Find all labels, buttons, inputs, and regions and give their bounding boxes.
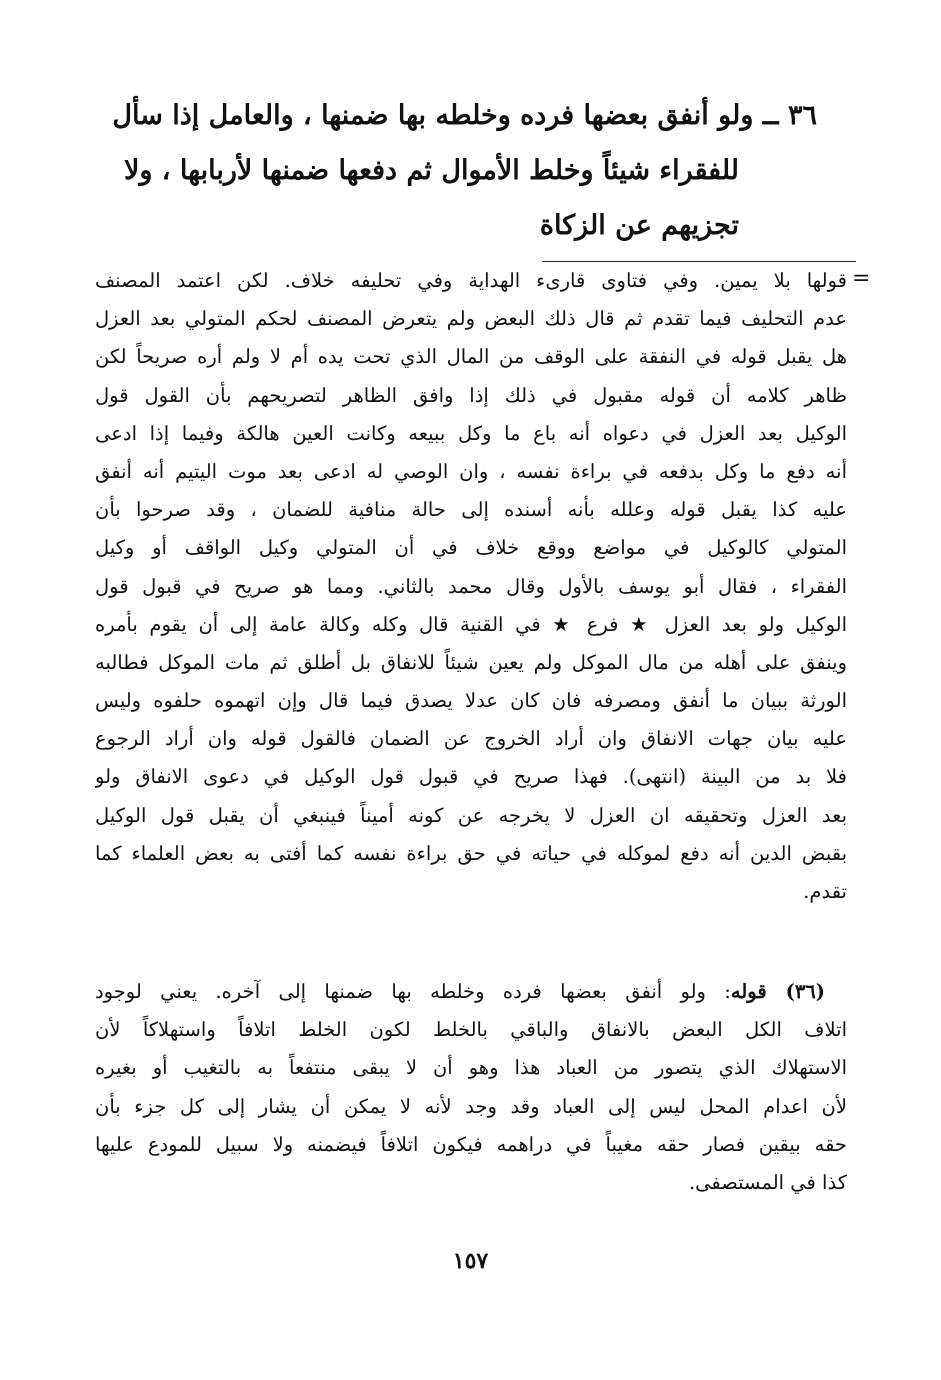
- commentary-36-first-rest: : ولو أنفق بعضها فرده وخلطه بها ضمنها إلى آخره. يعني لوجود: [95, 980, 731, 1003]
- commentary-line: عدم التحليف فيما تقدم ثم قال ذلك البعض ولم يتعرض المصنف لحكم المتولي بعد العزل: [95, 307, 847, 331]
- main-text-line-1: ٣٦ ــ ولو أنفق بعضها فرده وخلطه بها ضمنها ، والعامل إذا سأل: [112, 100, 817, 131]
- commentary-line: قولها بلا يمين. وفي فتاوى قارىء الهداية وفي تحليفه خلاف. لكن اعتمد المصنف: [95, 269, 847, 292]
- commentary-36-line: كذا في المستصفى.: [688, 1170, 847, 1194]
- continuation-mark: =: [852, 266, 871, 291]
- commentary-36-line: الاستهلاك الذي يتصور من العباد هذا وهو أن لا يبقى منتفعاً به بالتغيب أو بغيره: [95, 1056, 847, 1080]
- commentary-36-first-line: [95, 973, 847, 1011]
- main-text-line-2: للفقراء شيئاً وخلط الأموال ثم دفعها ضمنها لأربابها ، ولا: [123, 155, 739, 186]
- commentary-36-line: لأن اعدام المحل ليس إلى العباد وقد وجد لأنه لا يمكن أن يشار إلى كل جزء بأن: [95, 1094, 847, 1118]
- page-number: ١٥٧: [452, 1248, 489, 1274]
- commentary-line: عليه بيان جهات الانفاق وان أراد الخروج عن الضمان فالقول قوله وان أراد الرجوع: [95, 727, 847, 751]
- commentary-block: [95, 262, 847, 911]
- commentary-line: فلا بد من البينة (انتهى). فهذا صريح في قبول قول الوكيل في دعوى الانفاق ولو: [95, 765, 847, 789]
- commentary-line: تقدم.: [803, 880, 847, 903]
- commentary-line: الوكيل ولو بعد العزل ★ فرع ★ في القنية قال وكله وكالة عامة إلى أن يقوم بأمره: [95, 612, 847, 636]
- commentary-36-lead: (٣٦) قوله: [730, 980, 825, 1003]
- commentary-line: هل يقبل قوله في النفقة على الوقف من المال الذي تحت يده أم لا ولم أره صريحاً لكن: [95, 345, 847, 369]
- commentary-line: الفقراء ، فقال أبو يوسف بالأول وقال محمد بالثاني. ومما هو صريح في قبول قول: [95, 574, 847, 598]
- commentary-line: عليه كذا يقبل قوله وعلله بأنه أسنده إلى حالة منافية للضمان ، وقد صرحوا بأن: [95, 498, 847, 522]
- commentary-line: وينفق على أهله من مال الموكل ولم يعين شيئاً للانفاق بل أطلق ثم مات الموكل فطالبه: [95, 650, 847, 674]
- main-text-line-3: تجزيهم عن الزكاة: [539, 210, 739, 241]
- main-text-block: [97, 88, 817, 253]
- commentary-line: بعد العزل وتحقيقه ان العزل لا يخرجه عن كونه أميناً فينبغي أن يقبل قول الوكيل: [95, 803, 847, 827]
- commentary-line: ظاهر كلامه أن قوله مقبول في ذلك إذا وافق الظاهر لتصريحهم بأن القول قول: [95, 383, 847, 407]
- commentary-line: المتولي كالوكيل في مواضع ووقع خلاف في أن المتولي وكيل الواقف أو وكيل: [95, 536, 847, 560]
- commentary-36-line: حقه بيقين فصار حقه مغيباً في دراهمه فيكون اتلافاً فيضمنه ولا سبيل للمودع عليها: [95, 1132, 847, 1156]
- commentary-line: الوكيل بعد العزل في دعواه أنه باع ما وكل ببيعه وكانت العين هالكة وفيما إذا ادعى: [95, 421, 847, 445]
- commentary-line: أنه دفع ما وكل بدفعه في براءة نفسه ، وان الوصي له ادعى بعد موت اليتيم أنه أنفق: [95, 459, 847, 483]
- commentary-36-line: اتلاف الكل البعض بالانفاق والباقي بالخلط لكون الخلط اتلافاً واستهلاكاً لأن: [95, 1018, 847, 1042]
- commentary-line: بقبض الدين أنه دفع لموكله في حياته في حق براءة نفسه كما أفتى به بعض العلماء كما: [95, 841, 847, 865]
- commentary-36-block: [95, 973, 847, 1202]
- commentary-line: الورثة ببيان ما أنفق ومصرفه فان كان عدلا يصدق فيما قال وإن اتهموه حلفوه وليس: [95, 689, 847, 713]
